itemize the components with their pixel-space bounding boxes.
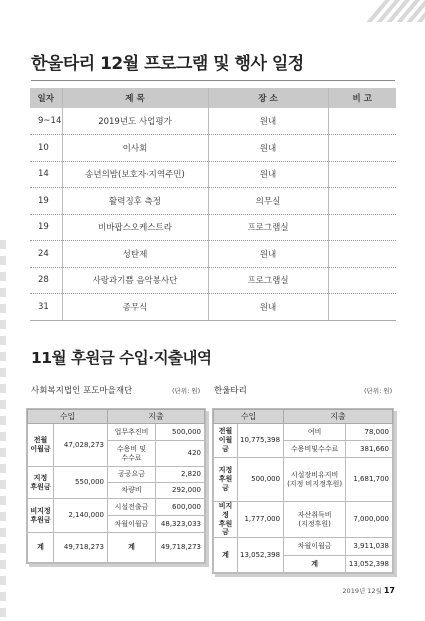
schedule-event: 2019년도 사업평가 xyxy=(62,108,208,135)
schedule-place: 프로그램실 xyxy=(208,267,328,294)
donation-title: 11월 후원금 수입·지출내역 xyxy=(31,349,212,367)
schedule-row xyxy=(30,188,396,215)
schedule-row xyxy=(30,135,396,162)
left-income-amount: 47,028,273 xyxy=(54,424,108,467)
schedule-note xyxy=(328,267,396,294)
left-expense-label: 공공요금 xyxy=(108,467,156,483)
schedule-table xyxy=(30,88,396,321)
left-income-label: 전월 이월금 xyxy=(28,424,54,467)
footer-date: 2019년 12월 xyxy=(342,587,382,595)
right-expense-label: 자산취득비 (지정후원) xyxy=(284,502,346,538)
schedule-note xyxy=(328,188,396,215)
right-finance-table xyxy=(213,409,393,573)
left-income-amount: 2,140,000 xyxy=(54,499,108,533)
header-title: 제 목 xyxy=(62,88,208,108)
right-income-amount: 1,777,000 xyxy=(238,502,284,538)
schedule-row xyxy=(30,241,396,268)
left-total-income-label: 계 xyxy=(28,533,54,563)
left-income-amount: 550,000 xyxy=(54,467,108,499)
schedule-event: 송년의밤(보호자·지역주민) xyxy=(62,161,208,188)
schedule-title: 한울타리 12월 프로그램 및 행사 일정 xyxy=(31,54,304,74)
schedule-event: 성탄제 xyxy=(62,241,208,268)
right-expense-amount: 7,000,000 xyxy=(346,502,393,538)
schedule-place: 의무실 xyxy=(208,188,328,215)
header-note: 비 고 xyxy=(328,88,396,108)
right-income-label: 비지정 후원금 xyxy=(214,502,238,538)
corner-decoration xyxy=(365,0,425,22)
schedule-row xyxy=(30,214,396,241)
schedule-event: 비바팝스오케스트라 xyxy=(62,214,208,241)
schedule-header-row xyxy=(30,88,396,108)
right-total-income-label: 계 xyxy=(214,538,238,573)
right-income-amount: 500,000 xyxy=(238,458,284,502)
right-expense-amount: 3,911,038 xyxy=(346,538,393,556)
page-footer xyxy=(342,586,395,595)
left-income-label: 비지정 후원금 xyxy=(28,499,54,533)
left-finance-box xyxy=(26,408,206,564)
left-total-expense: 49,718,273 xyxy=(156,533,205,563)
right-expense-amount: 1,681,700 xyxy=(346,458,393,502)
right-expense-label: 차월이월금 xyxy=(284,538,346,556)
schedule-place: 원내 xyxy=(208,161,328,188)
right-expense-label: 시설장비유지비 (지정 비지정후원) xyxy=(284,458,346,502)
page-number: 17 xyxy=(383,586,395,595)
left-expense-label: 시설전출금 xyxy=(108,499,156,516)
right-total-expense: 13,052,398 xyxy=(346,556,393,573)
left-total-expense-label: 계 xyxy=(108,533,156,563)
schedule-date: 10 xyxy=(30,135,62,162)
schedule-date: 24 xyxy=(30,241,62,268)
right-expense-amount: 78,000 xyxy=(346,424,393,441)
right-income-label: 지정 후원금 xyxy=(214,458,238,502)
schedule-row xyxy=(30,161,396,188)
right-head-expense: 지출 xyxy=(284,410,393,424)
schedule-event: 종무식 xyxy=(62,294,208,321)
left-expense-label: 차월이월금 xyxy=(108,516,156,533)
schedule-note xyxy=(328,214,396,241)
left-edge-decoration xyxy=(0,0,6,621)
schedule-date: 31 xyxy=(30,294,62,321)
left-finance-table xyxy=(27,409,205,563)
schedule-date: 19 xyxy=(30,188,62,215)
left-expense-label: 차량비 xyxy=(108,483,156,499)
schedule-note xyxy=(328,161,396,188)
right-income-label: 전월 이월금 xyxy=(214,424,238,458)
schedule-place: 원내 xyxy=(208,135,328,162)
left-expense-amount: 500,000 xyxy=(156,424,205,441)
header-date: 일자 xyxy=(30,88,62,108)
left-expense-amount: 48,323,033 xyxy=(156,516,205,533)
right-unit-label: (단위: 원) xyxy=(364,387,393,395)
right-expense-label: 수용비및수수료 xyxy=(284,441,346,458)
schedule-note xyxy=(328,294,396,321)
schedule-note xyxy=(328,135,396,162)
schedule-event: 사랑과기쁨 음악봉사단 xyxy=(62,267,208,294)
left-total-income: 49,718,273 xyxy=(54,533,108,563)
schedule-note xyxy=(328,108,396,135)
right-head-income: 수입 xyxy=(214,410,284,424)
schedule-date: 14 xyxy=(30,161,62,188)
title-divider xyxy=(31,80,395,81)
left-expense-label: 업무추진비 xyxy=(108,424,156,441)
schedule-date: 9~14 xyxy=(38,116,62,126)
right-income-amount: 10,775,398 xyxy=(238,424,284,458)
schedule-row xyxy=(30,267,396,294)
left-income-label: 지정 후원금 xyxy=(28,467,54,499)
schedule-place: 원내 xyxy=(208,108,328,135)
left-expense-amount: 420 xyxy=(156,441,205,467)
left-expense-amount: 292,000 xyxy=(156,483,205,499)
right-total-income: 13,052,398 xyxy=(238,538,284,573)
right-expense-amount: 381,660 xyxy=(346,441,393,458)
right-total-expense-label: 계 xyxy=(284,556,346,573)
left-unit-label: (단위: 원) xyxy=(172,387,201,395)
right-org-label: 한울타리 xyxy=(214,386,247,396)
left-expense-amount: 600,000 xyxy=(156,499,205,516)
right-finance-box xyxy=(212,408,394,574)
schedule-note xyxy=(328,241,396,268)
right-expense-label: 여비 xyxy=(284,424,346,441)
schedule-event: 이사회 xyxy=(62,135,208,162)
left-head-income: 수입 xyxy=(28,410,108,424)
schedule-place: 원내 xyxy=(208,241,328,268)
left-org-label: 사회복지법인 포도마을재단 xyxy=(31,386,133,396)
left-expense-label: 수용비 및 수수료 xyxy=(108,441,156,467)
schedule-place: 원내 xyxy=(208,294,328,321)
left-expense-amount: 2,820 xyxy=(156,467,205,483)
header-place: 장 소 xyxy=(208,88,328,108)
left-head-expense: 지출 xyxy=(108,410,205,424)
schedule-event: 활력징후 측정 xyxy=(62,188,208,215)
schedule-row xyxy=(30,108,396,135)
schedule-place: 프로그램실 xyxy=(208,214,328,241)
schedule-row xyxy=(30,294,396,321)
schedule-date: 19 xyxy=(30,214,62,241)
schedule-date: 28 xyxy=(30,267,62,294)
